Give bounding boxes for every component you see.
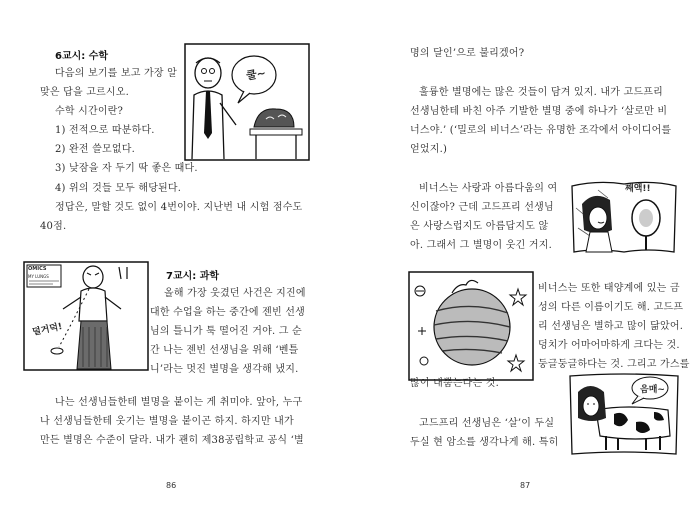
text-line: 비너스는 또한 태양계에 있는 금 [538,283,680,294]
text-line: 명의 달인’으로 불리겠어? [410,48,525,59]
comic-chart-text: MY LUNGS [28,274,49,279]
text-line: 3) 낮잠을 자 두기 딱 좋은 때다. [55,163,198,174]
text-line: 나는 선생님들한테 별명을 붙이는 게 취미야. 앞아, 누구 [55,397,303,408]
section-heading-math: 6교시: 수학 [55,51,109,62]
text-line: 고드프리 선생님은 ‘살’이 두실 [419,418,555,429]
text-line: 덩치가 어마어마하게 크다는 것. [538,340,680,351]
page-number: 86 [166,481,177,490]
text-line: 정답은, 말할 것도 없이 4번이야. 지난번 내 시험 점수도 [55,202,303,213]
text-line: 다음의 보기를 보고 가장 알 [55,68,177,79]
page-number: 87 [520,481,531,490]
text-line: 두실 현 암소를 생각나게 해. 특히 [410,437,559,448]
text-line: 니’라는 멋진 별명을 생각해 냈지. [150,364,299,375]
right-page [350,0,700,526]
text-line: 1) 전적으로 따분하다. [55,125,155,136]
text-line: 님의 틀니가 툭 떨어진 거야. 그 순 [150,326,302,337]
text-line: 수학 시간이란? [55,106,124,117]
text-line: 은 사랑스럽지도 아름답지도 않 [410,221,549,232]
text-line: 대한 수업을 하는 중간에 젠빈 선생 [150,307,305,318]
text-line: 나 선생님들한테 웃기는 별명을 붙이곤 하지. 하지만 내가 [40,416,294,427]
text-line: 얻었지.) [410,144,448,155]
text-line: 훌륭한 별명에는 많은 것들이 담겨 있지. 내가 고드프리 [419,87,663,98]
text-line: 맞은 답을 고르시오. [40,87,130,98]
comic-chart-label: OMICS [28,266,47,272]
planet-venus-comic [408,271,534,381]
comic-sound-effect: 음매~ [640,385,665,395]
mirror-comic [568,178,680,256]
text-line: 많이 내뿜는다는 것. [410,378,500,389]
text-line: 신이잖아? 근데 고드프리 선생님 [410,202,554,213]
text-line: 40점. [40,221,67,232]
text-line: 비너스는 사랑과 아름다움의 여 [419,183,558,194]
text-line: 올해 가장 웃겼던 사건은 지진에 [164,288,306,299]
text-line: 너스야.’ (‘밀로의 비너스’라는 유명한 조각에서 아이디어를 [410,125,672,136]
section-heading-science: 7교시: 과학 [166,271,220,282]
comic-sound-effect: 쿨~ [245,66,267,83]
text-line: 만든 별명은 수준이 달라. 내가 괜히 제38공립학교 공식 ‘별 [40,435,304,446]
text-line: 아. 그래서 그 별명이 웃긴 거지. [410,240,552,251]
comic-sound-effect: 덜거덕! [31,321,64,338]
text-line: 2) 완전 쓸모없다. [55,144,135,155]
sleeping-student-comic [184,43,310,161]
text-line: 둥글둥글하다는 것. 그리고 가스를 [538,359,690,370]
text-line: 선생님한테 바친 아주 기발한 별명 중에 하나가 ‘살로만 비 [410,106,668,117]
text-line: 간 나는 젠빈 선생님을 위해 ‘벤틀 [150,345,299,356]
text-line: 4) 위의 것들 모두 해당된다. [55,183,182,194]
text-line: 리 선생님은 별하고 많이 닮았어. [538,321,684,332]
text-line: 성의 다른 이름이기도 해. 고드프 [538,302,684,313]
comic-sound-effect: 째액!! [625,184,651,194]
